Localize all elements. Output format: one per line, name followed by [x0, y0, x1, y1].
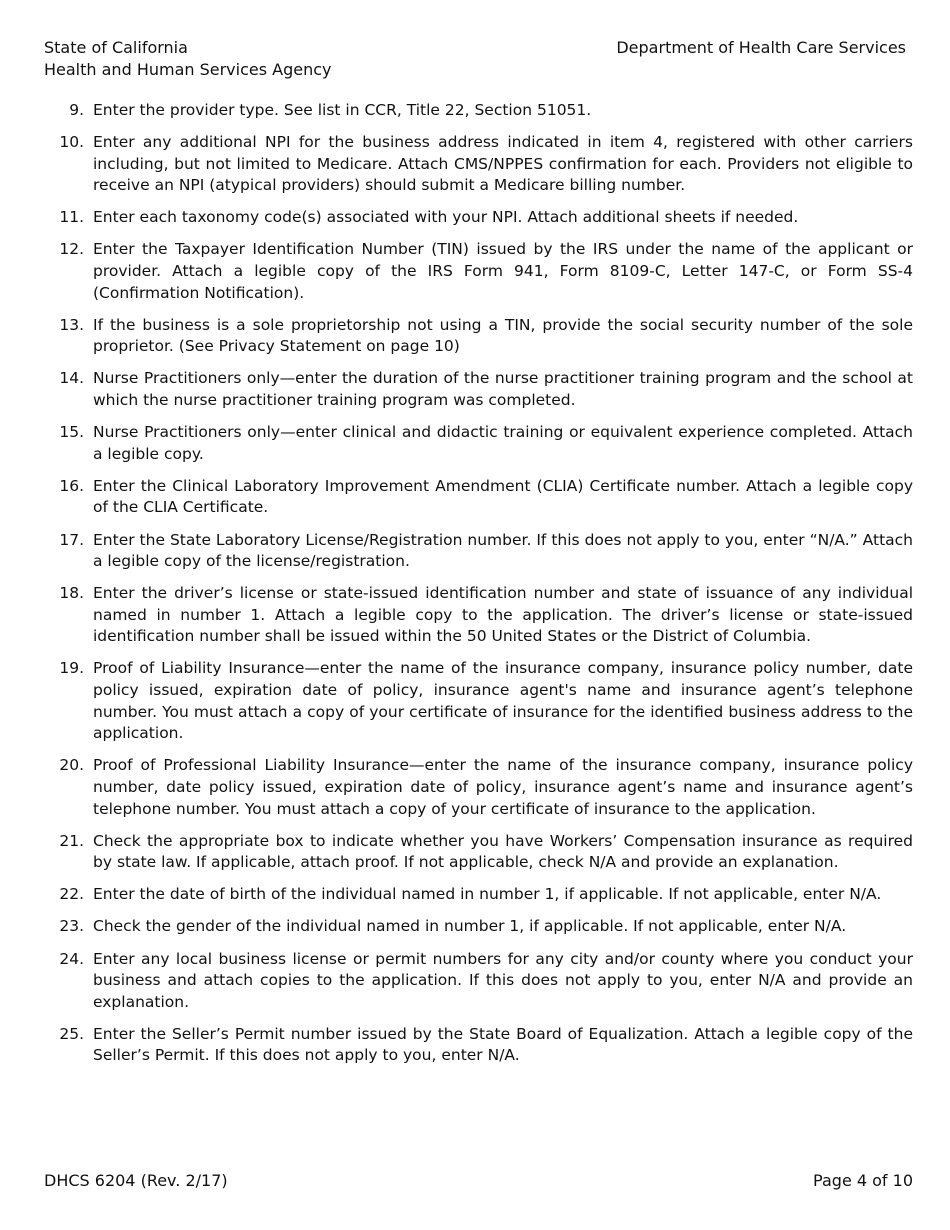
footer-form-id: DHCS 6204 (Rev. 2/17)	[44, 1171, 228, 1190]
instruction-number: 9.	[69, 101, 84, 119]
instruction-number-cell	[44, 949, 93, 1014]
instruction-number-cell	[44, 368, 93, 411]
instruction-number-cell	[44, 476, 93, 519]
instruction-text: Check the appropriate box to indicate whether you have Workers’ Compensation insurance as required by state law. If applicable, attach proof. If not applicable, check N/A and provide an explanation.	[93, 831, 913, 872]
instruction-item	[44, 368, 913, 411]
instructions-list	[44, 100, 913, 1077]
instruction-number: 23.	[59, 917, 84, 936]
instruction-number: 17.	[59, 530, 84, 549]
instruction-text: Enter the date of birth of the individual named in number 1, if applicable. If not applicable, enter N/A.	[93, 885, 882, 904]
instruction-number: 12.	[59, 240, 84, 259]
instruction-item	[44, 658, 913, 744]
instruction-number-cell	[44, 1024, 93, 1067]
header-state: State of California	[44, 38, 188, 57]
header-agency	[44, 37, 332, 81]
instruction-number: 18.	[59, 584, 84, 603]
instruction-number: 10.	[59, 133, 84, 152]
footer-page-number: Page 4 of 10	[813, 1171, 913, 1190]
instruction-number-cell	[44, 315, 93, 358]
instruction-text: Enter the State Laboratory License/Registration number. If this does not apply to you, enter “N/A.” Attach a legible copy of the license/registration.	[93, 530, 913, 571]
instruction-number: 13.	[59, 315, 84, 334]
instruction-number: 15.	[59, 423, 84, 442]
instruction-number: 24.	[59, 949, 84, 968]
instruction-number-cell	[44, 207, 93, 229]
instruction-text: Enter the Seller’s Permit number issued by the State Board of Equalization. Attach a legible copy of the Seller’s Permit. If this does not apply to you, enter N/A.	[93, 1024, 913, 1065]
instruction-text: If the business is a sole proprietorship not using a TIN, provide the social security number of the sole proprietor. (See Privacy Statement on page 10)	[93, 315, 913, 356]
instruction-number-cell	[44, 831, 93, 874]
instruction-item	[44, 476, 913, 519]
instruction-item	[44, 884, 913, 906]
instruction-number-cell	[44, 658, 93, 744]
instruction-number: 19.	[59, 659, 84, 678]
instruction-number: 14.	[59, 369, 84, 388]
instruction-number: 11.	[59, 208, 84, 227]
instruction-number-cell	[44, 530, 93, 573]
instruction-text: Check the gender of the individual named in number 1, if applicable. If not applicable, enter N/A.	[93, 917, 847, 936]
instruction-text: Nurse Practitioners only—enter the duration of the nurse practitioner training program and the school at which the nurse practitioner training program was completed.	[93, 369, 913, 410]
instruction-number-cell	[44, 100, 93, 122]
header-department	[616, 37, 906, 59]
instruction-item	[44, 831, 913, 874]
instruction-number-cell	[44, 132, 93, 197]
instruction-text: Enter any additional NPI for the business address indicated in item 4, registered with other carriers including, but not limited to Medicare. Attach CMS/NPPES confirmation for each. Providers not eligible to receive an NPI (atypical providers) should submit a Medicare billing number.	[93, 133, 913, 195]
instruction-text: Proof of Liability Insurance—enter the name of the insurance company, insurance policy number, date policy issued, expiration date of policy, insurance agent's name and insurance agent’s telephone number. You must attach a copy of your certificate of insurance for the identified business address to the application.	[93, 659, 913, 743]
instruction-number: 25.	[59, 1024, 84, 1043]
instruction-number: 20.	[59, 756, 84, 775]
instruction-item	[44, 100, 913, 122]
instruction-item	[44, 422, 913, 465]
instruction-text: Enter the Taxpayer Identification Number (TIN) issued by the IRS under the name of the applicant or provider. Attach a legible copy of the IRS Form 941, Form 8109-C, Letter 147-C, or Form SS-4 (Confirmation Notification).	[93, 240, 913, 302]
instruction-text: Enter each taxonomy code(s) associated with your NPI. Attach additional sheets if needed.	[93, 208, 799, 227]
instruction-text: Enter the driver’s license or state-issued identification number and state of issuance of any individual named in number 1. Attach a legible copy to the application. The driver’s license or state-issued identification number shall be issued within the 50 United States or the District of Columbia.	[93, 584, 913, 646]
instruction-number-cell	[44, 884, 93, 906]
instruction-text: Enter the Clinical Laboratory Improvement Amendment (CLIA) Certificate number. Attach a legible copy of the CLIA Certificate.	[93, 476, 913, 517]
instruction-text: Proof of Professional Liability Insurance—enter the name of the insurance company, insurance policy number, date policy issued, expiration date of policy, insurance agent’s name and insurance agent’s telephone number. You must attach a copy of your certificate of insurance to the application.	[93, 756, 913, 818]
instruction-number-cell	[44, 916, 93, 938]
instruction-number: 21.	[59, 831, 84, 850]
instruction-item	[44, 755, 913, 820]
instruction-item	[44, 949, 913, 1014]
instruction-number-cell	[44, 422, 93, 465]
instruction-text: Enter any local business license or permit numbers for any city and/or county where you conduct your business and attach copies to the application. If this does not apply to you, enter N/A and provide an explanation.	[93, 949, 913, 1011]
instruction-item	[44, 916, 913, 938]
instruction-item	[44, 583, 913, 648]
instruction-number-cell	[44, 583, 93, 648]
instruction-item	[44, 530, 913, 573]
instruction-text: Nurse Practitioners only—enter clinical and didactic training or equivalent experience completed. Attach a legible copy.	[93, 423, 913, 463]
instruction-number-cell	[44, 239, 93, 304]
instruction-number-cell	[44, 755, 93, 820]
instruction-item	[44, 1024, 913, 1067]
header-agency-name: Health and Human Services Agency	[44, 60, 332, 79]
instruction-item	[44, 239, 913, 304]
instruction-number: 22.	[59, 885, 84, 904]
instruction-item	[44, 315, 913, 358]
instruction-text: Enter the provider type. See list in CCR, Title 22, Section 51051.	[93, 101, 592, 119]
header-department-name: Department of Health Care Services	[616, 38, 906, 57]
instruction-item	[44, 207, 913, 229]
instruction-number: 16.	[59, 476, 84, 495]
instruction-item	[44, 132, 913, 197]
